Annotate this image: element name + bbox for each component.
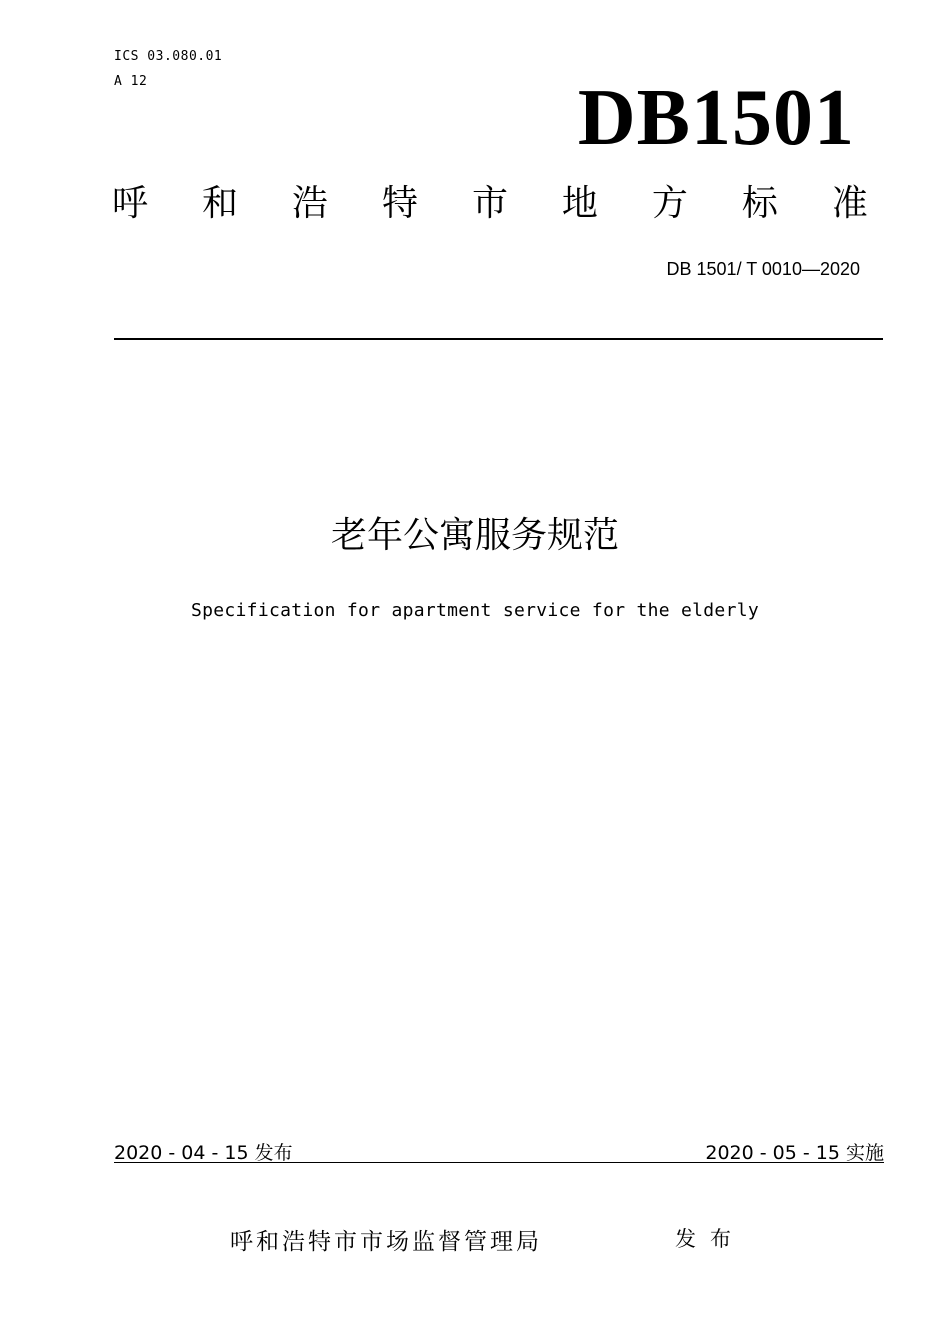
- standard-kind-char: 和: [201, 183, 238, 224]
- standard-logo: DB1501: [577, 74, 855, 162]
- ccs-code: A 12: [114, 74, 148, 89]
- ics-code: ICS 03.080.01: [114, 49, 223, 64]
- standard-kind-char: 特: [381, 183, 418, 224]
- standard-kind-char: 准: [831, 183, 868, 224]
- standard-number: DB 1501/ T 0010—2020: [666, 259, 860, 279]
- standard-kind-char: 标: [741, 183, 778, 224]
- standard-kind-char: 呼: [112, 183, 149, 224]
- standard-kind-char: 浩: [291, 183, 328, 224]
- standard-kind-char: 方: [651, 183, 688, 224]
- standard-kind-char: 地: [561, 183, 598, 224]
- issue-date: 2020 - 04 - 15 发布: [114, 1142, 293, 1164]
- title-english: Specification for apartment service for the elderly: [191, 600, 759, 621]
- issue-action: 发布: [675, 1227, 745, 1251]
- standard-kind: [112, 183, 868, 224]
- bottom-divider: [114, 1162, 884, 1163]
- issuing-authority: 呼和浩特市市场监督管理局: [230, 1229, 542, 1255]
- standard-kind-char: 市: [471, 183, 508, 224]
- title-chinese: 老年公寓服务规范: [330, 515, 619, 556]
- implementation-date: 2020 - 05 - 15 实施: [705, 1142, 884, 1164]
- top-divider: [114, 338, 883, 340]
